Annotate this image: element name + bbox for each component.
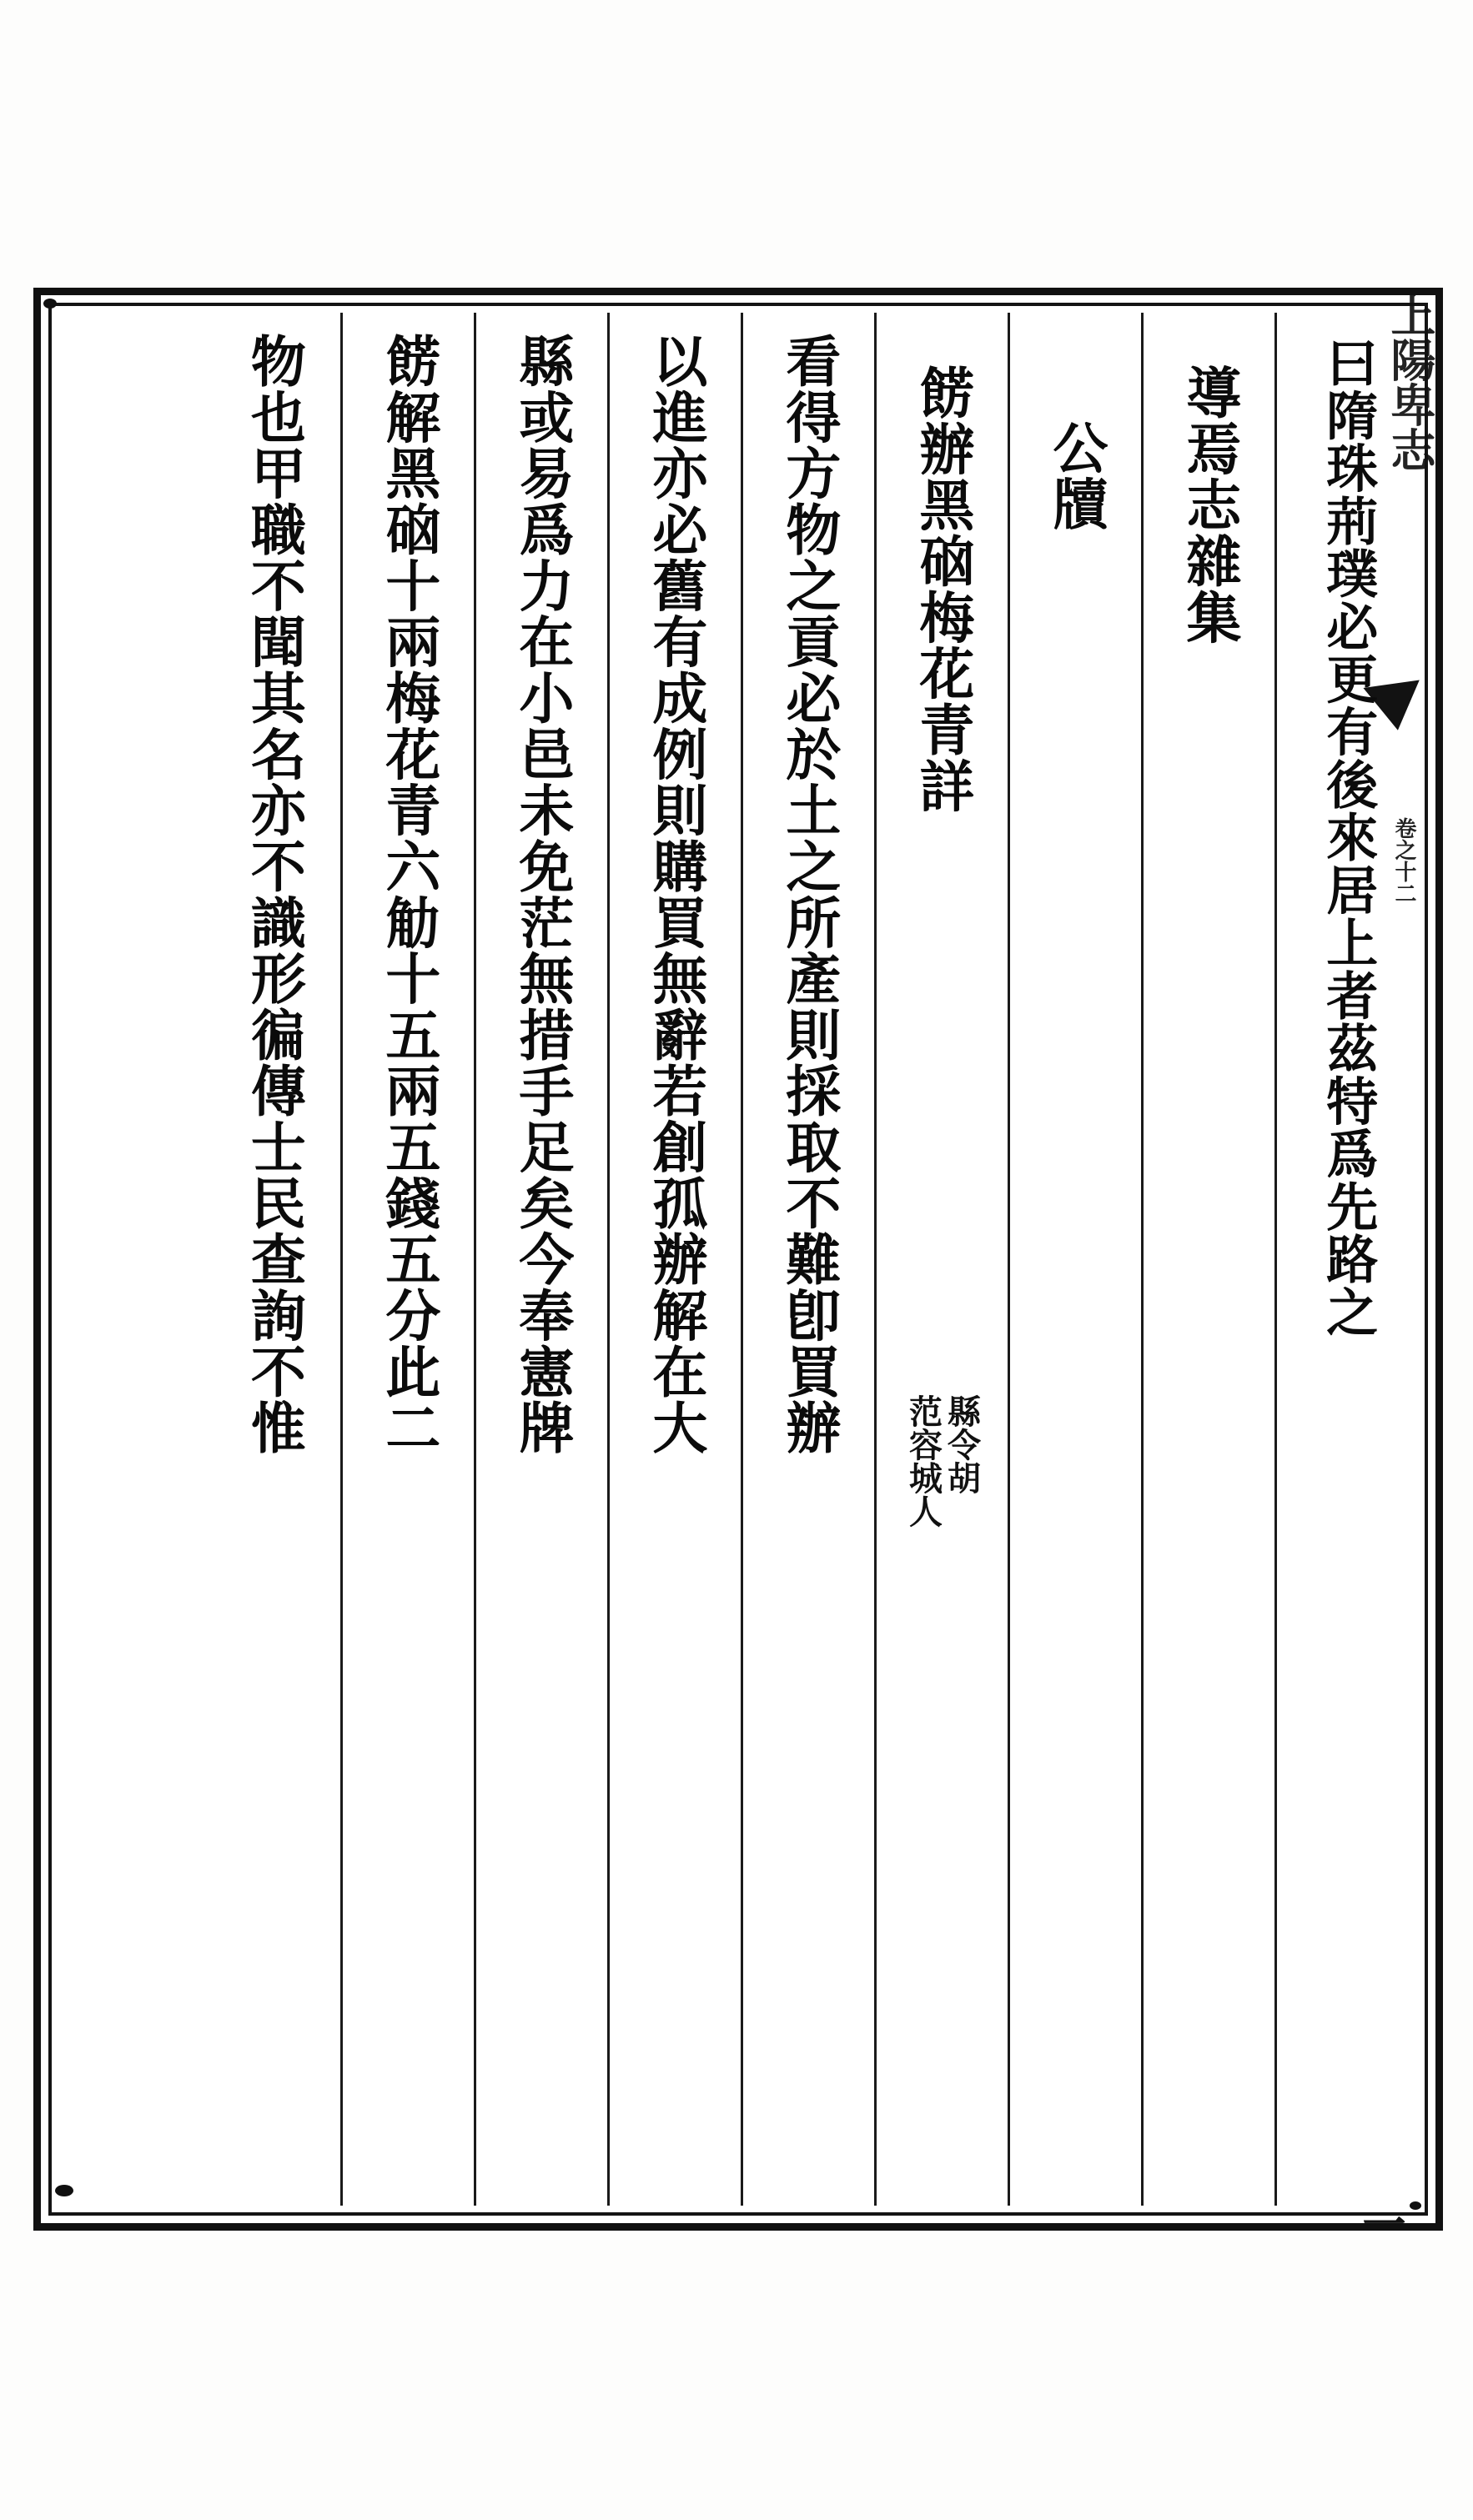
column-6 [607, 313, 741, 2206]
column-5 [741, 313, 874, 2206]
page-number: 一 [1355, 2201, 1405, 2245]
column-8 [340, 313, 474, 2206]
column-2 [1141, 313, 1274, 2206]
column-3-text: 公牘 [1043, 419, 1109, 532]
column-3 [1008, 313, 1141, 2206]
annotation-official: 縣令胡 [942, 1393, 982, 1494]
column-4-text: 餝辦黑硇梅花青詳 [909, 364, 975, 814]
ink-speck [55, 2185, 73, 2196]
text-block [58, 313, 1418, 2206]
column-6-text: 以進亦必舊有成例則購買無辭若創孤辦解在大 [642, 333, 708, 1456]
ink-speck [1410, 2201, 1421, 2210]
column-1 [1274, 313, 1418, 2206]
column-7-text: 縣或易爲力在小邑未免茫無措手足矣今奉憲牌 [509, 333, 575, 1456]
column-9 [207, 313, 340, 2206]
column-7 [474, 313, 607, 2206]
annotation-origin: 范容城人 [903, 1393, 943, 1528]
column-4 [874, 313, 1008, 2206]
running-head-volume: 卷之十二 [1391, 817, 1416, 904]
column-4-annotation [903, 1389, 982, 1528]
column-9-text: 物也甲職不聞其名亦不識形徧傳士民查詢不惟 [241, 333, 307, 1456]
ink-speck [43, 299, 57, 309]
running-head-title: 上陽卑志 [1384, 292, 1437, 472]
column-1-text: 曰隋珠荊璞必更有後來居上者茲特爲先路之 [1317, 336, 1379, 1338]
column-8-text: 餝解黑硇十兩梅花青六觔十五兩五錢五分此二 [375, 333, 441, 1456]
column-2-text: 導焉志雜集 [1176, 364, 1242, 645]
column-5-text: 看得方物之貢必於土之所產則採取不難卽買辦 [776, 333, 842, 1456]
